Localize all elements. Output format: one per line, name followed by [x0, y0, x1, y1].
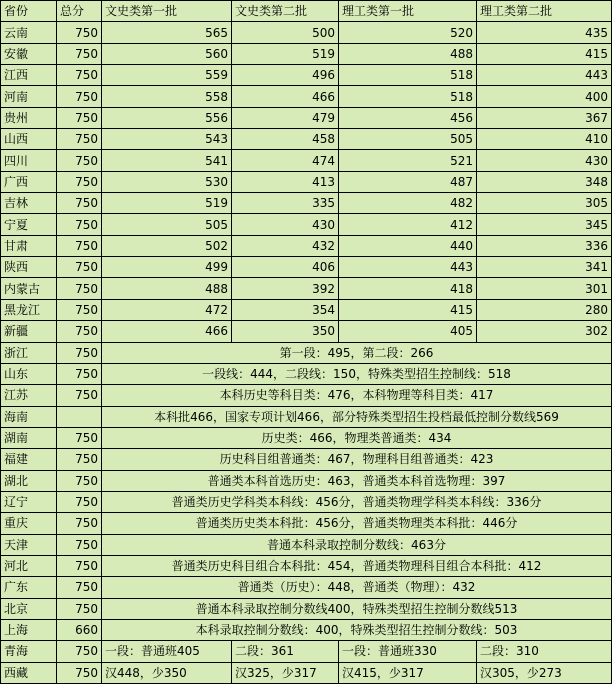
table-row [1, 534, 612, 555]
province-cell: 海南 [1, 406, 57, 427]
table-row [1, 321, 612, 342]
total-cell: 750 [57, 555, 102, 576]
total-cell: 750 [57, 342, 102, 363]
merged-score-cell: 历史科目组普通类：467，物理科目组普通类：423 [102, 449, 612, 470]
score-cell: 440 [339, 235, 477, 256]
score-cell: 一段：普通班330 [339, 641, 477, 662]
province-cell: 新疆 [1, 321, 57, 342]
score-cell: 280 [477, 299, 612, 320]
merged-score-cell: 普通类本科首选历史：463，普通类本科首选物理：397 [102, 470, 612, 491]
province-cell: 陕西 [1, 257, 57, 278]
score-cell: 458 [232, 129, 339, 150]
score-cell: 汉325，少317 [232, 662, 339, 683]
table-row [1, 449, 612, 470]
province-cell: 青海 [1, 641, 57, 662]
table-row [1, 257, 612, 278]
score-cell: 汉305，少273 [477, 662, 612, 683]
total-cell: 750 [57, 641, 102, 662]
score-cell: 560 [102, 43, 232, 64]
merged-score-cell: 本科历史等科目类：476，本科物理等科目类：417 [102, 385, 612, 406]
header-province: 省份 [1, 1, 57, 22]
province-cell: 江西 [1, 65, 57, 86]
merged-score-cell: 历史类：466，物理类普通类：434 [102, 427, 612, 448]
score-cell: 499 [102, 257, 232, 278]
score-cell: 519 [232, 43, 339, 64]
table-row [1, 150, 612, 171]
score-cell: 559 [102, 65, 232, 86]
score-cell: 520 [339, 22, 477, 43]
score-cell: 汉415，少317 [339, 662, 477, 683]
province-cell: 山西 [1, 129, 57, 150]
table-row [1, 235, 612, 256]
score-cell: 415 [339, 299, 477, 320]
province-cell: 山东 [1, 363, 57, 384]
score-cell: 474 [232, 150, 339, 171]
total-cell: 750 [57, 321, 102, 342]
score-cell: 521 [339, 150, 477, 171]
province-cell: 四川 [1, 150, 57, 171]
table-row [1, 577, 612, 598]
province-cell: 黑龙江 [1, 299, 57, 320]
score-cell: 482 [339, 193, 477, 214]
score-cell: 443 [477, 65, 612, 86]
province-cell: 内蒙古 [1, 278, 57, 299]
score-cell: 530 [102, 171, 232, 192]
header-science-first: 理工类第一批 [339, 1, 477, 22]
total-cell: 750 [57, 86, 102, 107]
table-row [1, 299, 612, 320]
table-row [1, 598, 612, 619]
score-cell: 443 [339, 257, 477, 278]
header-row [1, 1, 612, 22]
score-cell: 432 [232, 235, 339, 256]
merged-score-cell: 普通类（历史）：448，普通类（物理）：432 [102, 577, 612, 598]
score-cell: 466 [102, 321, 232, 342]
total-cell: 750 [57, 129, 102, 150]
total-cell [57, 406, 102, 427]
table-row [1, 662, 612, 683]
header-arts-second: 文史类第二批 [232, 1, 339, 22]
province-cell: 广西 [1, 171, 57, 192]
province-cell: 贵州 [1, 107, 57, 128]
merged-score-cell: 本科批466，国家专项计划466，部分特殊类型招生投档最低控制分数线569 [102, 406, 612, 427]
province-cell: 浙江 [1, 342, 57, 363]
score-cell: 405 [339, 321, 477, 342]
score-cell: 302 [477, 321, 612, 342]
table-row [1, 171, 612, 192]
total-cell: 750 [57, 598, 102, 619]
table-row [1, 619, 612, 640]
total-cell: 750 [57, 513, 102, 534]
score-cell: 541 [102, 150, 232, 171]
province-cell: 云南 [1, 22, 57, 43]
score-cell: 430 [232, 214, 339, 235]
table-row [1, 107, 612, 128]
merged-score-cell: 普通类历史学科类本科线：456分，普通类物理学科类本科线：336分 [102, 491, 612, 512]
score-cell: 505 [339, 129, 477, 150]
table-row [1, 65, 612, 86]
table-row [1, 427, 612, 448]
total-cell: 750 [57, 534, 102, 555]
header-science-second: 理工类第二批 [477, 1, 612, 22]
score-cell: 466 [232, 86, 339, 107]
province-cell: 重庆 [1, 513, 57, 534]
merged-score-cell: 普通本科录取控制分数线：463分 [102, 534, 612, 555]
merged-score-cell: 普通类历史科目组合本科批：454，普通类物理科目组合本科批：412 [102, 555, 612, 576]
score-cell: 415 [477, 43, 612, 64]
province-cell: 湖南 [1, 427, 57, 448]
total-cell: 750 [57, 491, 102, 512]
score-cell: 418 [339, 278, 477, 299]
score-cell: 556 [102, 107, 232, 128]
score-cell: 565 [102, 22, 232, 43]
province-cell: 河北 [1, 555, 57, 576]
score-cell: 519 [102, 193, 232, 214]
province-cell: 西藏 [1, 662, 57, 683]
score-cell: 335 [232, 193, 339, 214]
score-cell: 367 [477, 107, 612, 128]
score-cell: 488 [102, 278, 232, 299]
score-cell: 345 [477, 214, 612, 235]
merged-score-cell: 第一段：495，第二段：266 [102, 342, 612, 363]
score-cell: 354 [232, 299, 339, 320]
total-cell: 750 [57, 257, 102, 278]
score-cell: 505 [102, 214, 232, 235]
table-row [1, 43, 612, 64]
table-row [1, 385, 612, 406]
total-cell: 660 [57, 619, 102, 640]
total-cell: 750 [57, 107, 102, 128]
score-cell: 305 [477, 193, 612, 214]
score-cell: 410 [477, 129, 612, 150]
province-cell: 福建 [1, 449, 57, 470]
table-row [1, 513, 612, 534]
score-cell: 472 [102, 299, 232, 320]
total-cell: 750 [57, 299, 102, 320]
merged-score-cell: 本科录取控制分数线：400，特殊类型招生控制分数线：503 [102, 619, 612, 640]
table-row [1, 129, 612, 150]
header-arts-first: 文史类第一批 [102, 1, 232, 22]
total-cell: 750 [57, 385, 102, 406]
score-cell: 汉448，少350 [102, 662, 232, 683]
province-cell: 甘肃 [1, 235, 57, 256]
score-cell: 479 [232, 107, 339, 128]
total-cell: 750 [57, 43, 102, 64]
province-cell: 湖北 [1, 470, 57, 491]
total-cell: 750 [57, 235, 102, 256]
header-total: 总分 [57, 1, 102, 22]
score-cell: 二段：310 [477, 641, 612, 662]
table-row [1, 278, 612, 299]
score-cell: 406 [232, 257, 339, 278]
total-cell: 750 [57, 150, 102, 171]
total-cell: 750 [57, 427, 102, 448]
total-cell: 750 [57, 278, 102, 299]
total-cell: 750 [57, 214, 102, 235]
score-cell: 412 [339, 214, 477, 235]
province-cell: 北京 [1, 598, 57, 619]
table-row [1, 214, 612, 235]
score-cell: 518 [339, 86, 477, 107]
province-cell: 安徽 [1, 43, 57, 64]
score-cell: 392 [232, 278, 339, 299]
total-cell: 750 [57, 65, 102, 86]
table-row [1, 22, 612, 43]
total-cell: 750 [57, 470, 102, 491]
score-cell: 一段：普通班405 [102, 641, 232, 662]
province-cell: 上海 [1, 619, 57, 640]
table-row [1, 193, 612, 214]
table-row [1, 406, 612, 427]
province-cell: 江苏 [1, 385, 57, 406]
province-cell: 吉林 [1, 193, 57, 214]
merged-score-cell: 普通本科录取控制分数线400，特殊类型招生控制分数线513 [102, 598, 612, 619]
total-cell: 750 [57, 193, 102, 214]
province-cell: 宁夏 [1, 214, 57, 235]
score-cell: 488 [339, 43, 477, 64]
province-cell: 河南 [1, 86, 57, 107]
score-cell: 301 [477, 278, 612, 299]
province-cell: 天津 [1, 534, 57, 555]
score-cell: 336 [477, 235, 612, 256]
total-cell: 750 [57, 171, 102, 192]
score-cell: 502 [102, 235, 232, 256]
province-cell: 辽宁 [1, 491, 57, 512]
province-cell: 广东 [1, 577, 57, 598]
score-cell: 558 [102, 86, 232, 107]
total-cell: 750 [57, 577, 102, 598]
score-cell: 341 [477, 257, 612, 278]
table-row [1, 363, 612, 384]
score-cell: 413 [232, 171, 339, 192]
score-cell: 350 [232, 321, 339, 342]
merged-score-cell: 一段线：444，二段线：150，特殊类型招生控制线：518 [102, 363, 612, 384]
score-cell: 400 [477, 86, 612, 107]
table-row [1, 641, 612, 662]
table-row [1, 342, 612, 363]
total-cell: 750 [57, 662, 102, 683]
score-cell: 348 [477, 171, 612, 192]
table-row [1, 491, 612, 512]
score-cell: 543 [102, 129, 232, 150]
table-row [1, 470, 612, 491]
table-row [1, 86, 612, 107]
score-cell: 435 [477, 22, 612, 43]
score-cell: 二段：361 [232, 641, 339, 662]
score-cell: 496 [232, 65, 339, 86]
total-cell: 750 [57, 449, 102, 470]
score-cell: 430 [477, 150, 612, 171]
total-cell: 750 [57, 363, 102, 384]
table-row [1, 555, 612, 576]
merged-score-cell: 普通类历史类本科批：456分，普通类物理类本科批：446分 [102, 513, 612, 534]
score-cell: 487 [339, 171, 477, 192]
score-cell: 456 [339, 107, 477, 128]
score-cell: 500 [232, 22, 339, 43]
score-cell: 518 [339, 65, 477, 86]
total-cell: 750 [57, 22, 102, 43]
